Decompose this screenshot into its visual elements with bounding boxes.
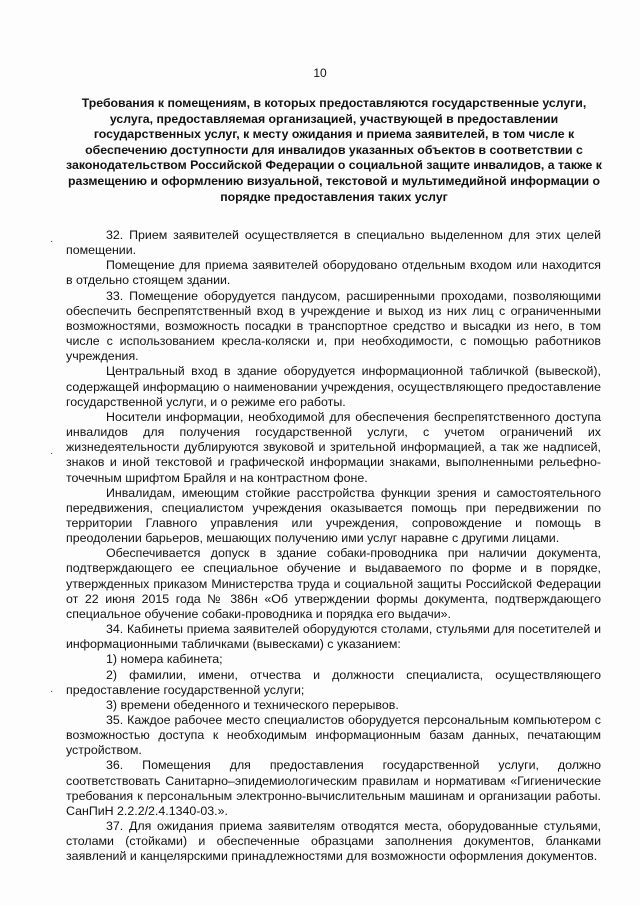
- paragraph-35: 35. Каждое рабочее место специалистов оборудуется персональным компьютером с возможностью доступа к необходимым информационным базам данных, печатающим устройством.: [66, 713, 601, 758]
- list-item: 3) времени обеденного и технического перерывов.: [106, 697, 399, 712]
- section-heading: Требования к помещениям, в которых предоставляются государственные услуги, услуга, предоставляемая организацией, участвующей в предоставлении государственных услуг, к месту ожидания и приема заявителей, в том числе к обеспечению доступности для инвалидов указанных объектов в соответствии с законодательством Российской Федерации о социальной защите инвалидов, а также к размещению и оформлению визуальной, текстовой и мультимедийной информации о порядке предоставления таких услуг: [66, 96, 602, 204]
- paragraph-36: 36. Помещения для предоставления государственной услуги, должно соответствовать Санитарно–эпидемиологическим правилам и нормативам «Гигиенические требования к персональным электронно-вычислительным машинам и организации работы. СанПиН 2.2.2/2.4.1340-03.».: [66, 758, 601, 818]
- scan-mark: ·: [50, 236, 54, 247]
- paragraph: Носители информации, необходимой для обеспечения беспрепятственного доступа инвалидов для получения государственной услуги, с учетом ограничений их жизнедеятельности дублируются звуковой и зрительной информацией, а так же надписей, знаков и иной текстовой и графической информации знаками, выполненными рельефно-точечным шрифтом Брайля и на контрастном фоне.: [66, 409, 601, 485]
- paragraph: Помещение для приема заявителей оборудовано отдельным входом или находится в отдельно стоящем здании.: [66, 258, 601, 288]
- page-number: 10: [313, 66, 327, 80]
- list-item: 1) номера кабинета;: [106, 652, 223, 667]
- paragraph: Обеспечивается допуск в здание собаки-проводника при наличии документа, подтверждающего ее специальное обучение и выдаваемого по форме и в порядке, утвержденных приказом Министерства труда и социальной защиты Российской Федерации от 22 июня 2015 года № 386н «Об утверждении формы документа, подтверждающего специальное обучение собаки-проводника и порядка его выдачи».: [66, 546, 601, 621]
- paragraph-33: 33. Помещение оборудуется пандусом, расширенными проходами, позволяющими обеспечить беспрепятственный вход в учреждение и выход из них лиц с ограниченными возможностями, возможность посадки в транспортное средство и высадки из него, в том числе с использованием кресла-коляски и, при необходимости, с помощью работников учреждения.: [66, 288, 601, 364]
- paragraph-34: 34. Кабинеты приема заявителей оборудуются столами, стульями для посетителей и информационными табличками (вывесками) с указанием:: [66, 622, 601, 652]
- paragraph: Центральный вход в здание оборудуется информационной табличкой (вывеской), содержащей информацию о наименовании учреждения, осуществляющего предоставление государственной услуги, и о режиме его работы.: [66, 364, 601, 409]
- paragraph-37: 37. Для ожидания приема заявителям отводятся места, оборудованные стульями, столами (стойками) и обеспеченные образцами заполнения документов, бланками заявлений и канцелярскими принадлежностями для возможности оформления документов.: [66, 819, 601, 864]
- document-body: [66, 228, 601, 865]
- paragraph-32: 32. Прием заявителей осуществляется в специально выделенном для этих целей помещении.: [66, 228, 601, 258]
- list-item: 2) фамилии, имени, отчества и должности специалиста, осуществляющего предоставление государственной услуги;: [66, 667, 601, 697]
- scan-mark: ·: [50, 448, 54, 459]
- paragraph: Инвалидам, имеющим стойкие расстройства функции зрения и самостоятельного передвижения, специалистом учреждения оказывается помощь при передвижении по территории Главного управления или учреждения, сопровождение и помощь в преодолении барьеров, мешающих получению ими услуг наравне с другими лицами.: [66, 485, 601, 546]
- scan-mark: ·: [50, 686, 54, 697]
